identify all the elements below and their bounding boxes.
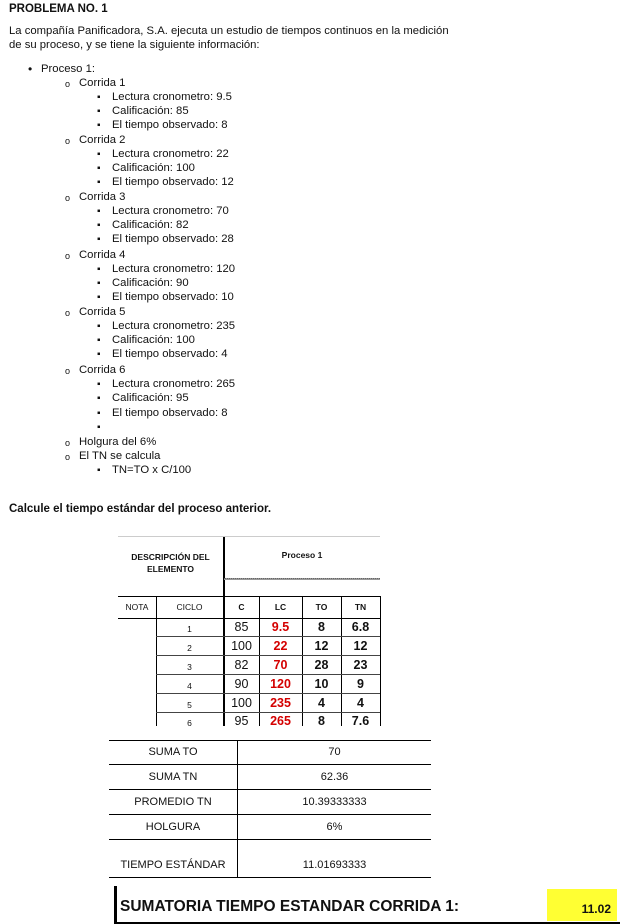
cell-lc: 265 (270, 714, 291, 728)
cell-ciclo: 1 (187, 624, 192, 634)
cell-lc: 120 (270, 677, 291, 691)
cell-lc: 22 (273, 639, 288, 653)
cell-c: 100 (231, 639, 252, 653)
col-lc: LC (274, 602, 287, 612)
cell-ciclo: 2 (187, 643, 192, 653)
col-nota: NOTA (125, 602, 149, 612)
problem-title: PROBLEMA NO. 1 (9, 3, 108, 15)
col-ciclo: CICLO (176, 602, 203, 612)
question-text: Calcule el tiempo estándar del proceso anterior. (9, 503, 272, 515)
cell-to: 12 (314, 639, 329, 653)
run-observado: ▪ El tiempo observado: 8 (112, 119, 228, 132)
suma-tn-label: SUMA TN (148, 771, 198, 783)
holgura-value: 6% (326, 821, 343, 833)
cell-tn: 12 (353, 639, 368, 653)
cell-to: 8 (318, 620, 325, 634)
cell-to: 28 (314, 658, 329, 672)
cell-to: 10 (314, 677, 329, 691)
cell-lc: 235 (270, 696, 291, 710)
time-study-table (118, 536, 502, 726)
run-calificacion: ▪ Calificación: 85 (112, 105, 189, 118)
summary-table (109, 740, 431, 878)
tn-item: o El TN se calcula (79, 450, 160, 463)
cell-ciclo: 3 (187, 662, 192, 672)
col-to: TO (315, 602, 328, 612)
cell-tn: 7.6 (351, 714, 370, 728)
run-lectura: ▪ Lectura cronometro: 235 (112, 320, 235, 333)
run-calificacion: ▪ Calificación: 100 (112, 334, 195, 347)
desc-header-line-1: DESCRIPCIÓN DEL (131, 552, 210, 562)
suma-to-label: SUMA TO (148, 746, 198, 758)
cell-to: 4 (318, 696, 325, 710)
run-label: o Corrida 1 (79, 77, 125, 90)
cell-ciclo: 5 (187, 700, 192, 710)
tiempo-estandar-value: 11.01693333 (302, 859, 367, 871)
promedio-tn-label: PROMEDIO TN (134, 796, 212, 808)
run-calificacion: ▪ Calificación: 95 (112, 392, 189, 405)
suma-to-value: 70 (328, 746, 341, 758)
desc-header-line-2: ELEMENTO (146, 564, 195, 574)
run-calificacion: ▪ Calificación: 100 (112, 162, 195, 175)
col-tn: TN (354, 602, 367, 612)
run-lectura: ▪ Lectura cronometro: 9.5 (112, 91, 232, 104)
cell-tn: 4 (357, 696, 364, 710)
cell-tn: 23 (353, 658, 368, 672)
run-calificacion: ▪ Calificación: 90 (112, 277, 189, 290)
cell-ciclo: 6 (187, 718, 192, 728)
cell-c: 95 (234, 714, 249, 728)
run-observado: ▪ El tiempo observado: 10 (112, 291, 234, 304)
run-observado: ▪ El tiempo observado: 28 (112, 233, 234, 246)
run-lectura: ▪ Lectura cronometro: 265 (112, 378, 235, 391)
run-lectura: ▪ Lectura cronometro: 120 (112, 263, 235, 276)
process-header: Proceso 1 (281, 550, 323, 560)
final-total-bar (114, 886, 620, 924)
run-label: o Corrida 6 (79, 364, 125, 377)
run-label: o Corrida 5 (79, 306, 125, 319)
run-calificacion: ▪ Calificación: 82 (112, 219, 189, 232)
run-label: o Corrida 2 (79, 134, 125, 147)
problem-intro (9, 24, 479, 52)
run-observado: ▪ El tiempo observado: 4 (112, 348, 228, 361)
run-lectura: ▪ Lectura cronometro: 70 (112, 205, 229, 218)
cell-c: 90 (234, 677, 249, 691)
run-observado: ▪ El tiempo observado: 12 (112, 176, 234, 189)
cell-c: 82 (234, 658, 249, 672)
run-label: o Corrida 3 (79, 191, 125, 204)
promedio-tn-value: 10.39333333 (302, 796, 367, 808)
intro-line-2: de su proceso, y se tiene la siguiente información: (9, 39, 260, 51)
tn-formula: ▪ TN=TO x C/100 (112, 464, 191, 477)
final-total-value: 11.02 (547, 889, 617, 921)
cell-ciclo: 4 (187, 681, 192, 691)
intro-line-1: La compañía Panificadora, S.A. ejecuta un estudio de tiempos continuos en la medición (9, 25, 449, 37)
cell-tn: 6.8 (351, 620, 370, 634)
cell-lc: 9.5 (271, 620, 290, 634)
holgura-item: o Holgura del 6% (79, 436, 156, 449)
cell-c: 100 (231, 696, 252, 710)
col-c: C (238, 602, 245, 612)
holgura-label: HOLGURA (145, 821, 201, 833)
cell-lc: 70 (273, 658, 288, 672)
final-total-label: SUMATORIA TIEMPO ESTANDAR CORRIDA 1: (120, 898, 459, 915)
tiempo-estandar-label: TIEMPO ESTÁNDAR (120, 859, 226, 871)
process-label: • Proceso 1: (41, 63, 95, 76)
run-lectura: ▪ Lectura cronometro: 22 (112, 148, 229, 161)
cell-c: 85 (234, 620, 249, 634)
cell-tn: 9 (357, 677, 364, 691)
suma-tn-value: 62.36 (320, 771, 349, 783)
cell-to: 8 (318, 714, 325, 728)
run-observado: ▪ El tiempo observado: 8 (112, 407, 228, 420)
run-label: o Corrida 4 (79, 249, 125, 262)
